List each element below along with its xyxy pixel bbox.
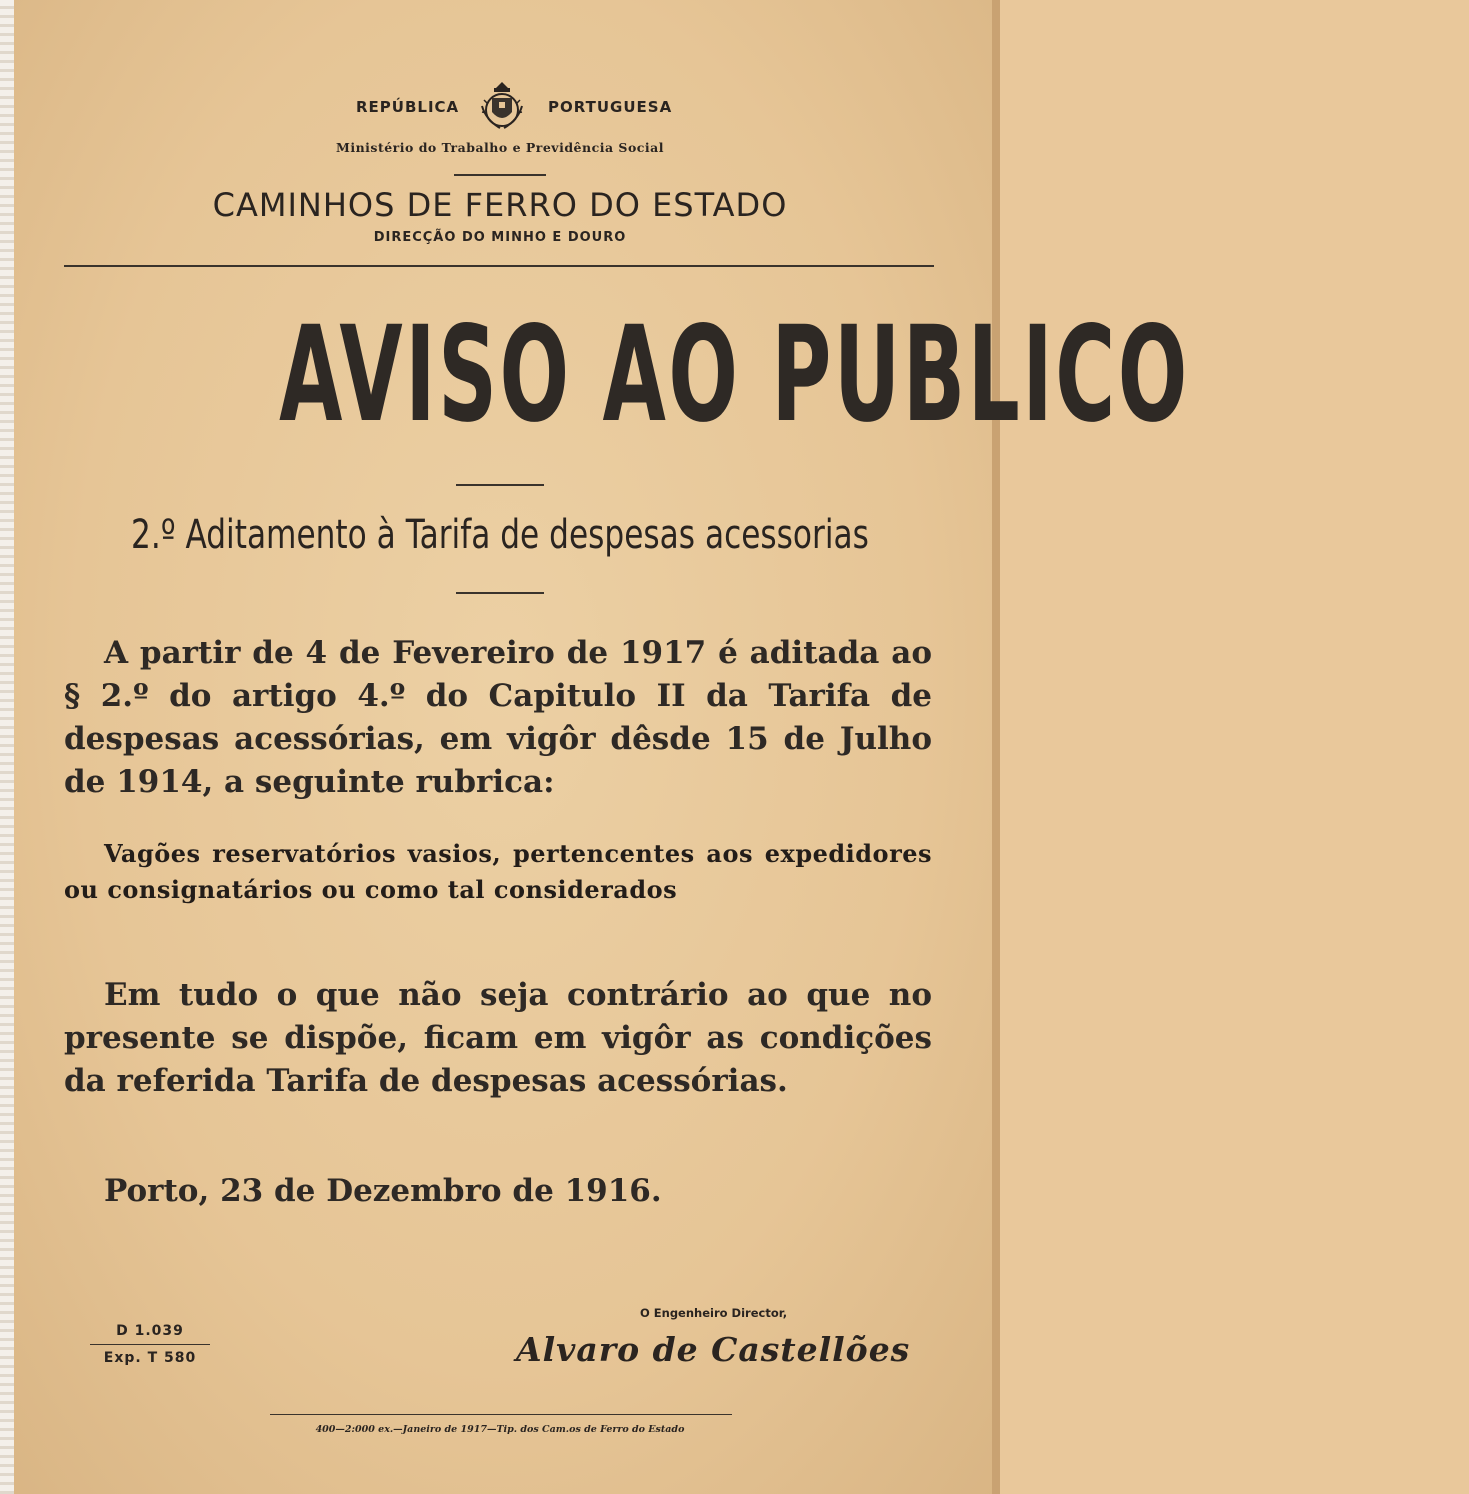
coat-of-arms-icon xyxy=(478,80,526,132)
signatory-name: Alvaro de Castellões xyxy=(516,1330,911,1369)
print-footer: 400—2:000 ex.—Janeiro de 1917—Tip. dos Cam.os de Ferro do Estado xyxy=(315,1424,685,1435)
header-divider xyxy=(454,174,546,176)
caminhos-heading: CAMINHOS DE FERRO DO ESTADO xyxy=(212,186,788,224)
header-rule xyxy=(64,265,934,267)
date-line: Porto, 23 de Dezembro de 1916. xyxy=(104,1173,662,1209)
ministerio-line: Ministério do Trabalho e Previdência Social xyxy=(335,140,664,155)
page-title: AVISO AO PUBLICO xyxy=(279,298,1190,452)
title-divider xyxy=(456,484,544,486)
paragraph-1: A partir de 4 de Fevereiro de 1917 é aditada ao § 2.º do artigo 4.º do Capitulo II da Tarifa de despesas acessórias, em vigôr dêsde 15 de Julho de 1914, a seguinte rubrica: xyxy=(64,635,932,800)
subtitle: 2.º Aditamento à Tarifa de despesas acessorias xyxy=(131,512,869,558)
subtitle-block xyxy=(0,510,1000,560)
republica-left: REPÚBLICA xyxy=(356,98,460,116)
reference-codes xyxy=(90,1320,210,1369)
reference-code: D 1.039 xyxy=(116,1323,184,1339)
paper-edge xyxy=(992,0,1000,1494)
footer-rule xyxy=(270,1414,732,1415)
reference-divider xyxy=(90,1344,210,1345)
title-block xyxy=(0,298,1190,452)
direccao-line: DIRECÇÃO DO MINHO E DOURO xyxy=(373,230,627,245)
perforated-edge xyxy=(0,0,14,1494)
signatory-title: O Engenheiro Director, xyxy=(640,1306,788,1320)
paragraph-2: Em tudo o que não seja contrário ao que no presente se dispõe, ficam em vigôr as condições da referida Tarifa de despesas acessórias. xyxy=(64,977,932,1099)
republica-right: PORTUGUESA xyxy=(548,98,673,116)
rubrica-paragraph: Vagões reservatórios vasios, pertencentes aos expedidores ou consignatários ou como tal considerados xyxy=(64,839,932,904)
reference-exp: Exp. T 580 xyxy=(103,1350,197,1366)
subtitle-divider xyxy=(456,592,544,594)
